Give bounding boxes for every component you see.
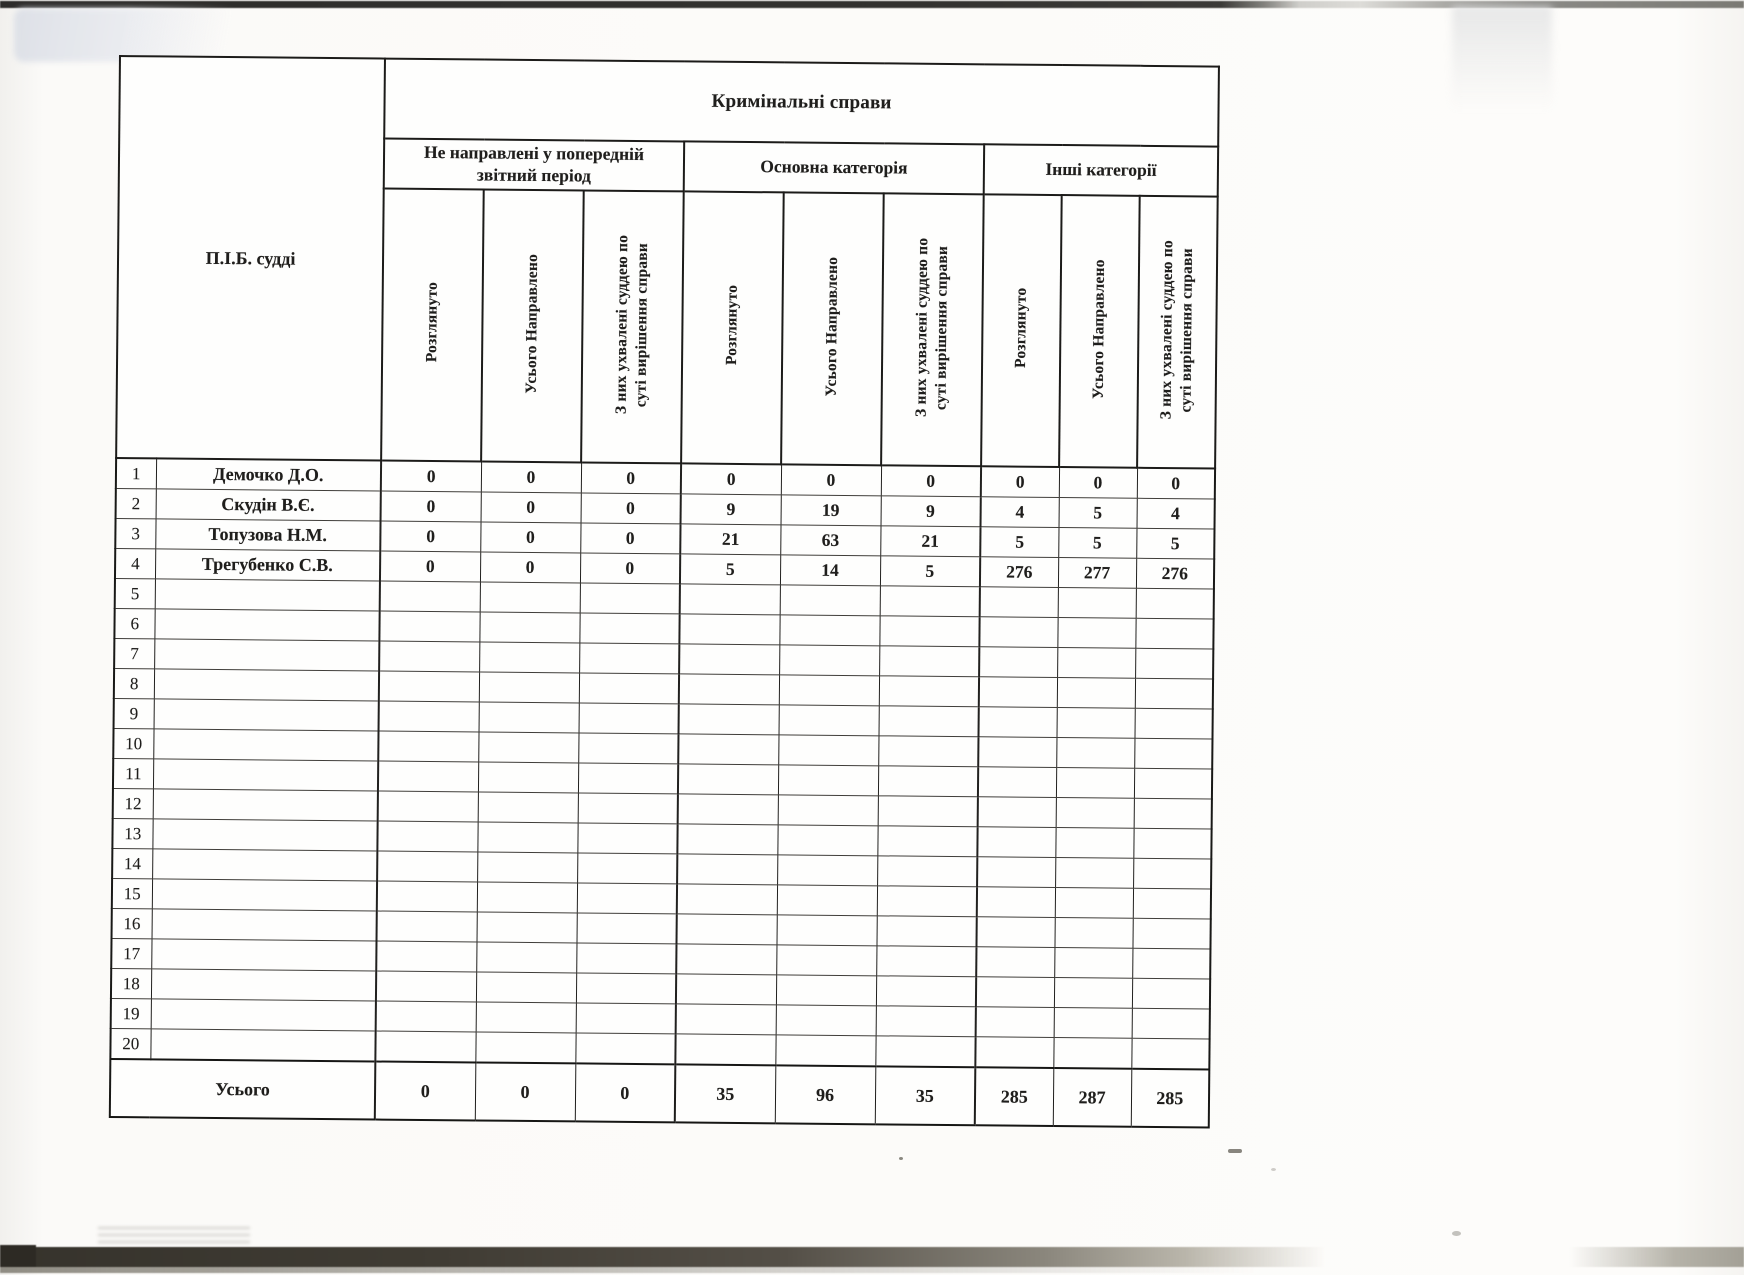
- judge-name-cell: Скудін В.Є.: [156, 489, 381, 521]
- value-cell: [1054, 948, 1132, 979]
- value-cell: [877, 886, 977, 917]
- value-cell: [979, 617, 1057, 648]
- value-cell: [878, 736, 978, 767]
- scan-speck: [1271, 1168, 1276, 1171]
- value-cell: [377, 851, 477, 882]
- table-title: Кримінальні справи: [384, 59, 1219, 147]
- value-cell: [777, 825, 877, 856]
- row-number-cell: 18: [111, 968, 151, 998]
- value-cell: [577, 823, 677, 854]
- value-cell: [775, 1035, 875, 1066]
- value-cell: [678, 734, 778, 765]
- value-cell: [379, 701, 479, 732]
- value-cell: [1134, 768, 1212, 799]
- value-cell: 5: [680, 554, 780, 585]
- value-cell: [879, 616, 979, 647]
- value-cell: [379, 671, 479, 702]
- value-cell: [378, 761, 478, 792]
- row-number-cell: 14: [112, 848, 152, 878]
- value-cell: [580, 583, 680, 614]
- value-cell: [779, 705, 879, 736]
- title-row: [119, 56, 1219, 147]
- row-number-cell: 9: [114, 698, 154, 728]
- judge-name-cell: [154, 609, 379, 641]
- value-cell: [678, 794, 778, 825]
- value-cell: [579, 643, 679, 674]
- value-cell: [1055, 828, 1133, 859]
- value-cell: [1056, 708, 1134, 739]
- value-cell: [976, 977, 1054, 1008]
- row-number-cell: 13: [112, 818, 152, 848]
- value-cell: [1057, 648, 1135, 679]
- value-cell: 4: [1137, 498, 1215, 529]
- value-cell: [1132, 948, 1210, 979]
- judge-name-cell: Топузова Н.М.: [155, 519, 380, 551]
- value-cell: 0: [581, 462, 681, 493]
- value-cell: [376, 1001, 476, 1032]
- value-cell: [479, 672, 579, 703]
- value-cell: [576, 1003, 676, 1034]
- total-value-cell: 0: [375, 1062, 476, 1121]
- value-cell: 5: [1059, 498, 1137, 529]
- value-cell: 0: [580, 523, 680, 554]
- value-cell: [978, 797, 1056, 828]
- value-cell: [878, 766, 978, 797]
- value-cell: [976, 947, 1054, 978]
- value-cell: [978, 767, 1056, 798]
- value-cell: 4: [981, 497, 1059, 528]
- value-cell: 0: [481, 492, 581, 523]
- total-value-cell: 35: [675, 1064, 776, 1123]
- value-cell: 0: [581, 493, 681, 524]
- judge-name-cell: [152, 819, 377, 851]
- value-cell: 19: [781, 495, 881, 526]
- judge-name-cell: [152, 879, 377, 911]
- sub-header-total-sent: Усього Направлено: [481, 190, 584, 463]
- scan-speck: [1452, 1231, 1461, 1236]
- value-cell: [876, 1006, 976, 1037]
- value-cell: [579, 703, 679, 734]
- value-cell: 0: [580, 553, 680, 584]
- value-cell: [577, 853, 677, 884]
- sub-header-considered: Розглянуто: [981, 194, 1062, 467]
- value-cell: [980, 587, 1058, 618]
- row-number-cell: 7: [114, 638, 154, 668]
- total-value-cell: 96: [775, 1065, 876, 1124]
- value-cell: [1056, 798, 1134, 829]
- judge-name-cell: [151, 939, 376, 971]
- value-cell: [1055, 858, 1133, 889]
- group-header-other-categories: Інші категорії: [984, 144, 1219, 196]
- row-number-cell: 16: [112, 908, 152, 938]
- value-cell: [1054, 1008, 1132, 1039]
- value-cell: [676, 914, 776, 945]
- scan-smudge-top-left: [14, 8, 264, 62]
- value-cell: [677, 824, 777, 855]
- value-cell: [475, 1032, 575, 1063]
- value-cell: [877, 856, 977, 887]
- judge-name-cell: [152, 909, 377, 941]
- value-cell: [777, 885, 877, 916]
- value-cell: 0: [480, 522, 580, 553]
- value-cell: [680, 584, 780, 615]
- value-cell: 0: [380, 521, 480, 552]
- value-cell: [378, 791, 478, 822]
- value-cell: 9: [681, 494, 781, 525]
- total-value-cell: 285: [1131, 1069, 1210, 1128]
- value-cell: [979, 677, 1057, 708]
- value-cell: [1133, 858, 1211, 889]
- value-cell: 0: [381, 491, 481, 522]
- criminal-cases-table: [109, 55, 1220, 1129]
- value-cell: [878, 796, 978, 827]
- scan-speck: [1228, 1149, 1242, 1153]
- value-cell: [978, 737, 1056, 768]
- row-number-cell: 6: [114, 608, 154, 638]
- sub-header-total-sent: Усього Направлено: [1059, 195, 1140, 468]
- value-cell: [976, 917, 1054, 948]
- judge-name-cell: [155, 579, 380, 611]
- value-cell: [875, 1036, 975, 1067]
- value-cell: 277: [1058, 558, 1136, 589]
- value-cell: [578, 763, 678, 794]
- value-cell: [579, 673, 679, 704]
- value-cell: [578, 733, 678, 764]
- value-cell: [977, 887, 1055, 918]
- total-value-cell: 287: [1053, 1068, 1132, 1127]
- scan-edge-bottom: [0, 1247, 1744, 1267]
- value-cell: [1054, 918, 1132, 949]
- row-number-cell: 8: [114, 668, 154, 698]
- value-cell: [377, 881, 477, 912]
- group-header-not-sent-previous-period: Не направлені у попередній звітний період: [384, 139, 684, 192]
- value-cell: [679, 644, 779, 675]
- judge-name-cell: [150, 1029, 375, 1062]
- judge-name-cell: [154, 669, 379, 701]
- row-number-cell: 20: [110, 1028, 150, 1059]
- value-cell: [476, 942, 576, 973]
- value-cell: [1132, 918, 1210, 949]
- value-cell: 0: [981, 466, 1059, 497]
- value-cell: [376, 971, 476, 1002]
- row-number-cell: 4: [115, 548, 155, 578]
- total-value-cell: 285: [975, 1067, 1054, 1126]
- value-cell: [1135, 648, 1213, 679]
- value-cell: [679, 674, 779, 705]
- value-cell: [779, 675, 879, 706]
- value-cell: [677, 854, 777, 885]
- value-cell: [478, 792, 578, 823]
- judge-name-cell: Трегубенко С.В.: [155, 549, 380, 581]
- report-table-container: [109, 55, 1220, 1129]
- value-cell: [1132, 978, 1210, 1009]
- value-cell: [776, 975, 876, 1006]
- value-cell: [479, 612, 579, 643]
- sub-header-decided-on-merits: З них ухвалені суддею по суті вирішення справи: [1137, 196, 1218, 469]
- value-cell: [577, 883, 677, 914]
- value-cell: [778, 795, 878, 826]
- value-cell: 0: [480, 552, 580, 583]
- value-cell: [1055, 888, 1133, 919]
- value-cell: [379, 641, 479, 672]
- group-header-main-category: Основна категорія: [684, 141, 984, 194]
- value-cell: [676, 1004, 776, 1035]
- value-cell: [876, 976, 976, 1007]
- value-cell: [679, 704, 779, 735]
- value-cell: [879, 646, 979, 677]
- judge-name-cell: Демочко Д.О.: [156, 458, 381, 491]
- value-cell: [877, 826, 977, 857]
- judge-name-cell: [151, 969, 376, 1001]
- value-cell: [1134, 708, 1212, 739]
- value-cell: [1056, 738, 1134, 769]
- value-cell: 21: [880, 526, 980, 557]
- value-cell: [676, 974, 776, 1005]
- value-cell: [1054, 978, 1132, 1009]
- value-cell: [777, 855, 877, 886]
- value-cell: [375, 1031, 475, 1062]
- value-cell: 276: [1136, 558, 1214, 589]
- sub-header-total-sent: Усього Направлено: [781, 192, 884, 465]
- value-cell: [479, 642, 579, 673]
- value-cell: [576, 913, 676, 944]
- value-cell: 5: [1136, 528, 1214, 559]
- value-cell: [1133, 828, 1211, 859]
- row-number-cell: 17: [111, 938, 151, 968]
- value-cell: [1134, 738, 1212, 769]
- value-cell: 0: [481, 461, 581, 492]
- sub-header-decided-on-merits: З них ухвалені суддею по суті вирішення справи: [881, 193, 984, 466]
- row-number-cell: 19: [111, 998, 151, 1028]
- value-cell: [476, 972, 576, 1003]
- value-cell: [977, 827, 1055, 858]
- row-number-cell: 10: [113, 728, 153, 758]
- value-cell: 276: [980, 557, 1058, 588]
- value-cell: [676, 944, 776, 975]
- value-cell: [779, 645, 879, 676]
- value-cell: [976, 1007, 1054, 1038]
- value-cell: [1056, 768, 1134, 799]
- value-cell: [679, 614, 779, 645]
- value-cell: [576, 973, 676, 1004]
- table-body: [110, 458, 1215, 1070]
- value-cell: 0: [881, 465, 981, 496]
- scan-smudge-top-right: [1452, 6, 1552, 111]
- value-cell: [1136, 588, 1214, 619]
- value-cell: [778, 735, 878, 766]
- value-cell: [479, 702, 579, 733]
- value-cell: [675, 1034, 775, 1065]
- value-cell: [1131, 1038, 1209, 1069]
- value-cell: [378, 731, 478, 762]
- value-cell: 0: [381, 461, 481, 492]
- value-cell: 5: [1058, 528, 1136, 559]
- value-cell: [776, 915, 876, 946]
- row-number-cell: 11: [113, 758, 153, 788]
- value-cell: [778, 765, 878, 796]
- value-cell: [879, 676, 979, 707]
- row-number-cell: 2: [116, 488, 156, 518]
- value-cell: [476, 1002, 576, 1033]
- value-cell: [779, 615, 879, 646]
- value-cell: [677, 884, 777, 915]
- value-cell: [776, 945, 876, 976]
- value-cell: [578, 793, 678, 824]
- value-cell: [1133, 888, 1211, 919]
- value-cell: [1135, 678, 1213, 709]
- judge-name-cell: [151, 999, 376, 1031]
- row-number-cell: 15: [112, 878, 152, 908]
- value-cell: [979, 647, 1057, 678]
- judge-name-cell: [154, 699, 379, 731]
- total-row: [110, 1059, 1210, 1128]
- value-cell: [376, 941, 476, 972]
- value-cell: 14: [780, 555, 880, 586]
- value-cell: 5: [980, 527, 1058, 558]
- judge-name-cell: [153, 729, 378, 761]
- value-cell: [780, 585, 880, 616]
- value-cell: [876, 946, 976, 977]
- value-cell: [576, 943, 676, 974]
- value-cell: [477, 912, 577, 943]
- judge-name-cell: [153, 759, 378, 791]
- value-cell: [1135, 618, 1213, 649]
- value-cell: [480, 582, 580, 613]
- value-cell: [477, 882, 577, 913]
- value-cell: [878, 706, 978, 737]
- value-cell: 0: [1059, 467, 1137, 498]
- value-cell: [876, 916, 976, 947]
- value-cell: [380, 581, 480, 612]
- value-cell: 21: [680, 524, 780, 555]
- judge-name-cell: [154, 639, 379, 671]
- value-cell: 0: [1137, 468, 1215, 499]
- value-cell: [1053, 1038, 1131, 1069]
- value-cell: [477, 852, 577, 883]
- value-cell: [477, 822, 577, 853]
- value-cell: [978, 707, 1056, 738]
- value-cell: [377, 911, 477, 942]
- total-value-cell: 0: [475, 1062, 576, 1121]
- value-cell: 9: [881, 496, 981, 527]
- judge-name-cell: [152, 849, 377, 881]
- value-cell: [478, 762, 578, 793]
- scan-smudge-bottom-left: [98, 1227, 250, 1246]
- judge-name-cell: [153, 789, 378, 821]
- value-cell: [1132, 1008, 1210, 1039]
- value-cell: [880, 586, 980, 617]
- total-value-cell: 35: [875, 1066, 976, 1125]
- value-cell: [678, 764, 778, 795]
- value-cell: [1057, 618, 1135, 649]
- scan-speck: [899, 1157, 903, 1160]
- value-cell: [575, 1033, 675, 1064]
- value-cell: [478, 732, 578, 763]
- value-cell: 0: [681, 463, 781, 494]
- value-cell: [977, 857, 1055, 888]
- value-cell: [776, 1005, 876, 1036]
- row-number-cell: 1: [116, 458, 156, 489]
- value-cell: [379, 611, 479, 642]
- total-value-cell: 0: [575, 1063, 676, 1122]
- value-cell: 5: [880, 556, 980, 587]
- sub-header-decided-on-merits: З них ухвалені суддею по суті вирішення справи: [581, 190, 684, 463]
- value-cell: [1058, 588, 1136, 619]
- row-number-cell: 5: [115, 578, 155, 608]
- total-label-cell: Усього: [110, 1059, 376, 1120]
- value-cell: [975, 1037, 1053, 1068]
- value-cell: 0: [380, 551, 480, 582]
- judge-column-header: П.І.Б. судді: [116, 56, 385, 461]
- value-cell: [579, 613, 679, 644]
- row-number-cell: 12: [113, 788, 153, 818]
- value-cell: [1057, 678, 1135, 709]
- value-cell: 0: [781, 464, 881, 495]
- value-cell: [377, 821, 477, 852]
- value-cell: [1134, 798, 1212, 829]
- row-number-cell: 3: [115, 518, 155, 548]
- sub-header-considered: Розглянуто: [681, 191, 784, 464]
- sub-header-considered: Розглянуто: [381, 189, 484, 462]
- value-cell: 63: [780, 525, 880, 556]
